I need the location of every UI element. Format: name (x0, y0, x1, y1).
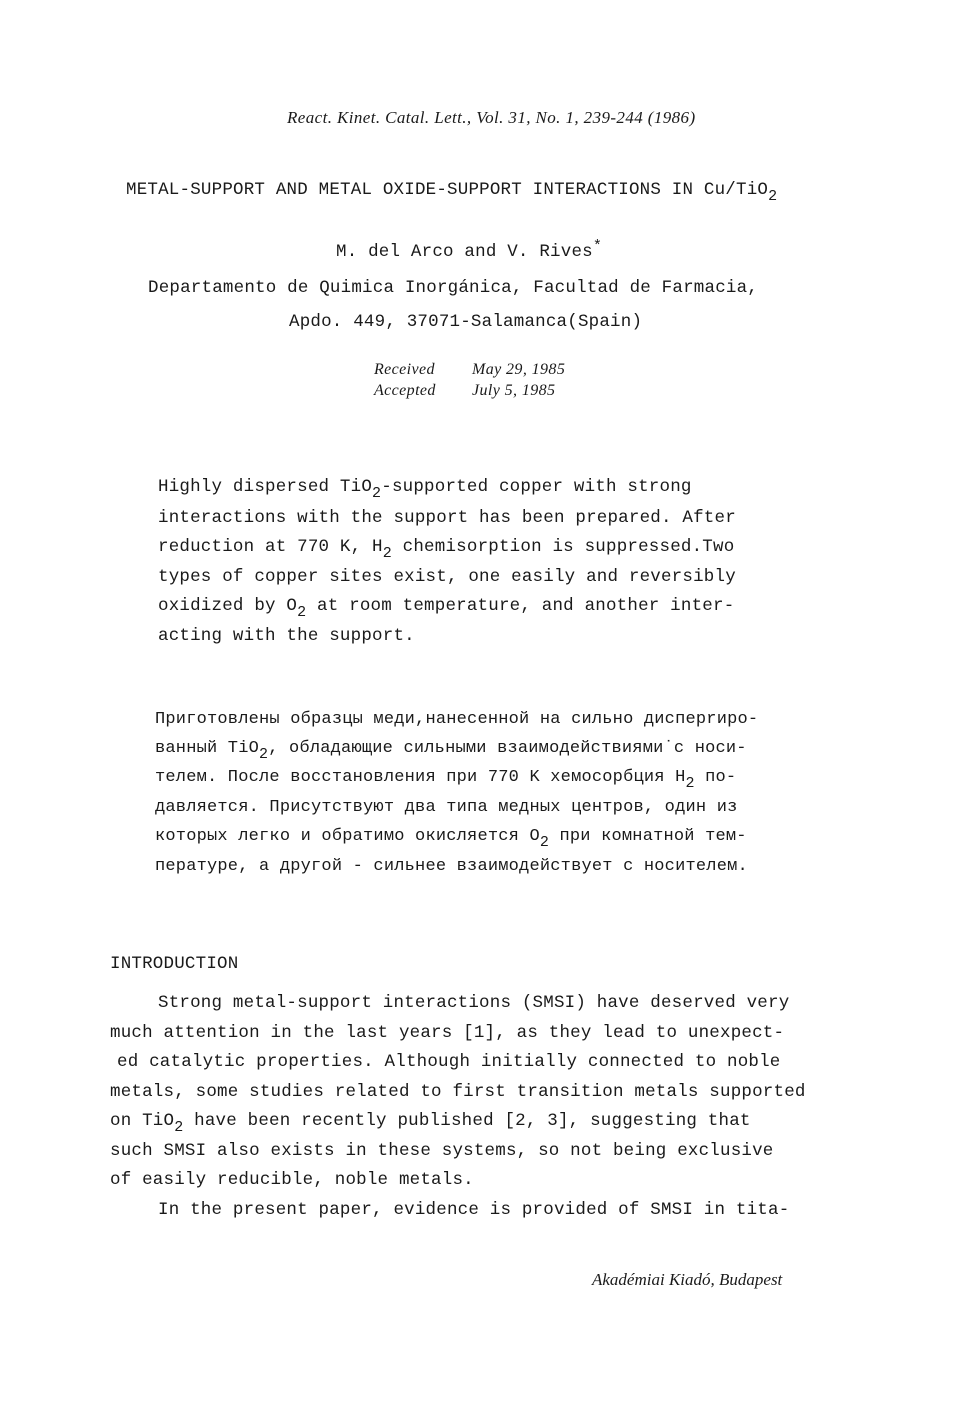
body-subscript: 2 (174, 1119, 184, 1136)
body-line: ed catalytic properties. Although initially connected to noble (117, 1052, 781, 1072)
abstract-ru-line (155, 739, 747, 763)
abstract-ru-text: ванный TiO (155, 739, 260, 758)
body-line: Strong metal-support interactions (SMSI) have deserved very (158, 993, 790, 1013)
abstract-ru-line: Приготовлены образцы меди,нанесенной на сильно дисперrиро- (155, 710, 759, 729)
abstract-en-text: -supported copper with strong (381, 477, 692, 497)
abstract-ru-subscript: 2 (539, 834, 550, 851)
accepted-label: Accepted (374, 382, 436, 399)
paper-title (126, 180, 778, 205)
abstract-en-subscript: 2 (382, 545, 392, 562)
abstract-en-text: Highly dispersed TiO (158, 477, 373, 497)
abstract-en-subscript: 2 (372, 485, 382, 502)
paper-title-subscript: 2 (768, 188, 778, 205)
authors (336, 238, 603, 262)
abstract-en-line (158, 537, 735, 562)
abstract-en-line: types of copper sites exist, one easily and reversibly (158, 567, 736, 587)
paper-title-text: METAL-SUPPORT AND METAL OXIDE-SUPPORT INTERACTIONS IN Cu/TiO (126, 180, 769, 200)
abstract-ru-line (155, 768, 737, 792)
affiliation-line-2: Apdo. 449, 37071-Salamanca(Spain) (289, 312, 643, 332)
abstract-ru-text: по- (694, 768, 737, 787)
abstract-en-text: reduction at 770 K, H (158, 537, 383, 557)
abstract-en-text: at room temperature, and another inter- (306, 596, 735, 616)
abstract-en-text: oxidized by O (158, 596, 298, 616)
abstract-ru-text: при комнатной тем- (549, 827, 747, 846)
abstract-en-line (158, 477, 692, 502)
publisher-footer: Akadémiai Kiadó, Budapest (592, 1270, 783, 1289)
abstract-en-subscript: 2 (297, 604, 307, 621)
body-line: In the present paper, evidence is provided of SMSI in tita- (158, 1200, 790, 1220)
abstract-ru-line: давляется. Присутствуют два типа медных центров, один из (155, 798, 738, 817)
body-text: on TiO (110, 1111, 175, 1131)
abstract-en-text: chemisorption is suppressed.Two (391, 537, 735, 557)
body-line: metals, some studies related to first transition metals supported (110, 1082, 806, 1102)
abstract-ru-line: пературе, а другой - сильнее взаимодействует с носителем. (155, 857, 748, 876)
section-heading-introduction: INTRODUCTION (110, 954, 239, 974)
abstract-en-line: interactions with the support has been prepared. After (158, 508, 736, 528)
author-names: M. del Arco and V. Rives (336, 242, 593, 262)
body-line: much attention in the last years [1], as they lead to unexpect- (110, 1023, 785, 1043)
abstract-ru-text: , обладающие сильными взаимодействиями˙с носи- (268, 739, 747, 758)
abstract-en-line (158, 596, 735, 621)
abstract-ru-text: которых легко и обратимо окисляется O (155, 827, 540, 846)
corresponding-author-mark: * (592, 238, 603, 255)
body-line: such SMSI also exists in these systems, so not being exclusive (110, 1141, 774, 1161)
body-line: of easily reducible, noble metals. (110, 1170, 474, 1190)
abstract-ru-line (155, 827, 747, 851)
accepted-date: July 5, 1985 (472, 382, 556, 399)
received-date: May 29, 1985 (472, 361, 566, 378)
body-text: have been recently published [2, 3], suggesting that (183, 1111, 751, 1131)
abstract-ru-subscript: 2 (259, 746, 269, 763)
journal-citation: React. Kinet. Catal. Lett., Vol. 31, No. 1, 239-244 (1986) (287, 108, 696, 127)
abstract-ru-subscript: 2 (685, 775, 695, 792)
body-line (110, 1111, 751, 1136)
affiliation-line-1: Departamento de Quimica Inorgánica, Facultad de Farmacia, (148, 278, 758, 298)
abstract-en-line: acting with the support. (158, 626, 415, 646)
received-label: Received (374, 361, 435, 378)
abstract-ru-text: телем. После восстановления при 770 K хемосорбция H (155, 768, 686, 787)
